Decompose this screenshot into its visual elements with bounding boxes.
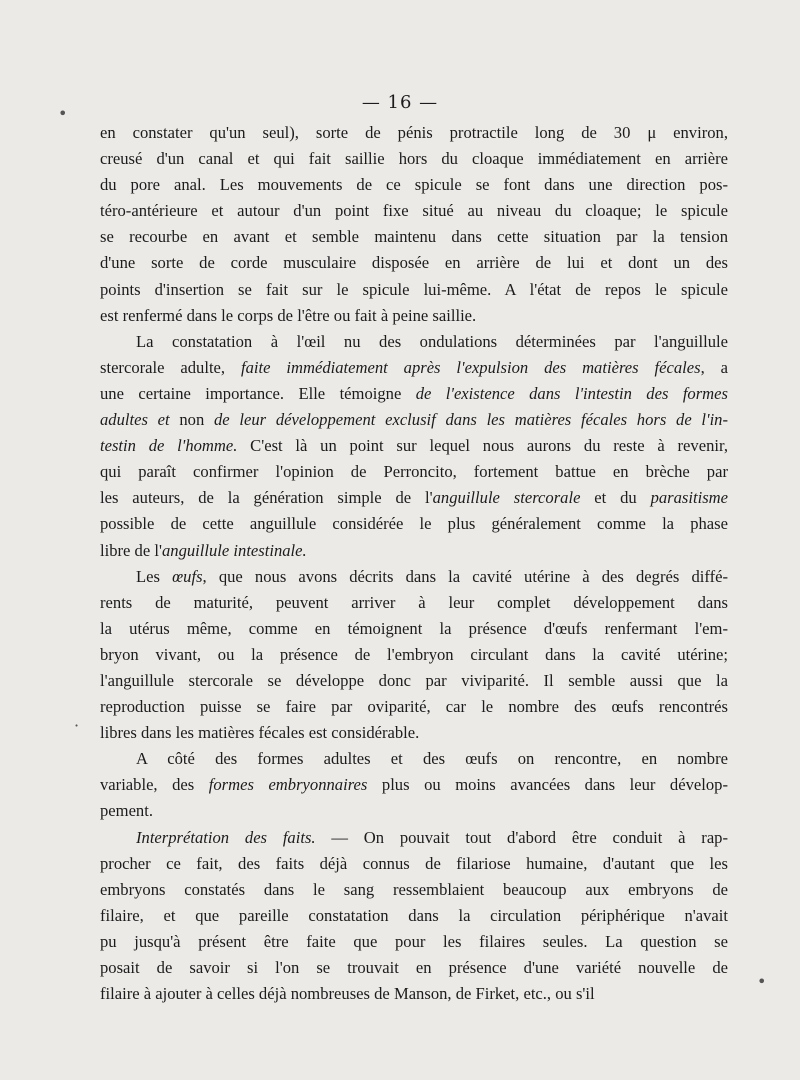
text-line bbox=[100, 250, 728, 276]
text-line bbox=[100, 955, 728, 981]
text-line bbox=[100, 146, 728, 172]
text-line bbox=[100, 616, 728, 642]
text-line bbox=[100, 303, 728, 329]
text-line bbox=[100, 590, 728, 616]
text-line bbox=[100, 720, 728, 746]
text-span: variable, des bbox=[100, 775, 209, 795]
text-span: les auteurs, de la génération simple de l' bbox=[100, 488, 433, 508]
text-span: d'une sorte de corde musculaire disposée en arrière de lui et dont un des bbox=[100, 253, 728, 273]
italic-span: anguillule intestinale. bbox=[161, 540, 307, 560]
paragraph bbox=[100, 564, 728, 747]
italic-span: Interprétation des faits. bbox=[136, 827, 316, 847]
paragraph bbox=[100, 329, 728, 564]
italic-span: faite immédiatement après l'expulsion des matières fécales bbox=[240, 357, 701, 377]
text-span: plus ou moins avancées dans leur dévelop- bbox=[367, 775, 728, 795]
page-number: — 16 — bbox=[361, 92, 439, 113]
text-line bbox=[100, 433, 728, 459]
text-line bbox=[100, 511, 728, 537]
text-line bbox=[100, 459, 728, 485]
text-span: Les bbox=[136, 566, 173, 586]
text-line bbox=[100, 981, 728, 1007]
italic-span: parasitisme bbox=[650, 488, 729, 508]
text-line bbox=[100, 277, 728, 303]
text-line bbox=[100, 120, 728, 146]
italic-span: de l'existence dans l'intestin des formes bbox=[415, 383, 728, 403]
text-span: La constatation à l'œil nu des ondulations déterminées par l'anguillule bbox=[136, 331, 728, 351]
italic-span: formes embryonnaires bbox=[208, 775, 368, 795]
text-span: filaire, et que pareille constatation dans la circulation périphérique n'avait bbox=[100, 905, 728, 925]
paragraph bbox=[100, 746, 728, 824]
text-line bbox=[100, 668, 728, 694]
text-span: , a bbox=[700, 357, 728, 377]
text-line bbox=[100, 772, 728, 798]
margin-speck: • bbox=[757, 972, 767, 991]
text-span: embryons constatés dans le sang ressemblaient beaucoup aux embryons de bbox=[100, 879, 728, 899]
text-span: est renfermé dans le corps de l'être ou fait à peine saillie. bbox=[100, 305, 477, 325]
text-line bbox=[100, 746, 728, 772]
italic-span: adultes et bbox=[100, 410, 170, 430]
text-span: creusé d'un canal et qui fait saillie hors du cloaque immédiatement en arrière bbox=[100, 149, 728, 169]
text-line bbox=[100, 485, 728, 511]
text-span: bryon vivant, ou la présence de l'embryon circulant dans la cavité utérine; bbox=[100, 644, 728, 664]
text-span: filaire à ajouter à celles déjà nombreuses de Manson, de Firket, etc., ou s'il bbox=[100, 984, 595, 1004]
text-span: procher ce fait, des faits déjà connus de filariose humaine, d'autant que les bbox=[100, 853, 728, 873]
italic-span: de leur développement exclusif dans les matières fécales hors de l'in- bbox=[214, 410, 729, 430]
text-line bbox=[100, 929, 728, 955]
text-line bbox=[100, 355, 728, 381]
text-span: , que nous avons décrits dans la cavité utérine à des degrés diffé- bbox=[202, 566, 729, 586]
text-span: une certaine importance. Elle témoigne bbox=[100, 383, 416, 403]
text-span: — On pouvait tout d'abord être conduit à rap- bbox=[315, 827, 729, 847]
italic-span: testin de l'homme. bbox=[100, 436, 238, 456]
text-span: possible de cette anguillule considérée le plus généralement comme la phase bbox=[100, 514, 728, 534]
text-span: téro-antérieure et autour d'un point fixe situé au niveau du cloaque; le spicule bbox=[100, 201, 728, 221]
text-span: C'est là un point sur lequel nous aurons du reste à revenir, bbox=[237, 436, 728, 456]
text-span: l'anguillule stercorale se développe donc par viviparité. Il semble aussi que la bbox=[100, 670, 728, 690]
italic-span: œufs bbox=[172, 566, 203, 586]
text-line bbox=[100, 642, 728, 668]
text-line bbox=[100, 564, 728, 590]
text-line bbox=[100, 198, 728, 224]
text-span: se recourbe en avant et semble maintenu dans cette situation par la tension bbox=[100, 227, 728, 247]
text-span: non bbox=[169, 410, 214, 430]
text-line bbox=[100, 407, 728, 433]
text-span: la utérus même, comme en témoignent la présence d'œufs renfermant l'em- bbox=[100, 618, 728, 638]
text-line bbox=[100, 825, 728, 851]
text-span: posait de savoir si l'on se trouvait en présence d'une variété nouvelle de bbox=[100, 958, 728, 977]
text-line bbox=[100, 903, 728, 929]
text-line bbox=[100, 798, 728, 824]
text-line bbox=[100, 172, 728, 198]
text-line bbox=[100, 877, 728, 903]
body-text bbox=[100, 120, 728, 1007]
text-span: et du bbox=[580, 488, 651, 508]
text-line bbox=[100, 694, 728, 720]
text-line bbox=[100, 329, 728, 355]
italic-span: anguillule stercorale bbox=[432, 488, 581, 508]
text-span: du pore anal. Les mouvements de ce spicule se font dans une direction pos- bbox=[100, 175, 728, 195]
text-line bbox=[100, 851, 728, 877]
text-span: reproduction puisse se faire par oviparité, car le nombre des œufs rencontrés bbox=[100, 697, 728, 717]
text-line bbox=[100, 224, 728, 250]
text-span: pement. bbox=[100, 801, 153, 821]
text-span: points d'insertion se fait sur le spicule lui-même. A l'état de repos le spicule bbox=[100, 279, 728, 299]
text-span: A côté des formes adultes et des œufs on rencontre, en nombre bbox=[136, 749, 728, 769]
paragraph bbox=[100, 825, 728, 1008]
text-span: rents de maturité, peuvent arriver à leur complet développement dans bbox=[100, 592, 728, 612]
margin-speck: • bbox=[58, 104, 68, 123]
text-line bbox=[100, 538, 728, 564]
text-span: en constater qu'un seul), sorte de pénis protractile long de 30 μ environ, bbox=[100, 123, 728, 142]
text-line bbox=[100, 381, 728, 407]
text-span: qui paraît confirmer l'opinion de Perroncito, fortement battue en brèche par bbox=[100, 462, 728, 482]
paragraph bbox=[100, 120, 728, 329]
text-span: pu jusqu'à présent être faite que pour les filaires seules. La question se bbox=[100, 931, 728, 951]
text-span: libres dans les matières fécales est considérable. bbox=[100, 723, 420, 743]
text-span: libre de l' bbox=[100, 540, 162, 560]
margin-speck: · bbox=[74, 716, 80, 735]
text-span: stercorale adulte, bbox=[100, 357, 241, 377]
